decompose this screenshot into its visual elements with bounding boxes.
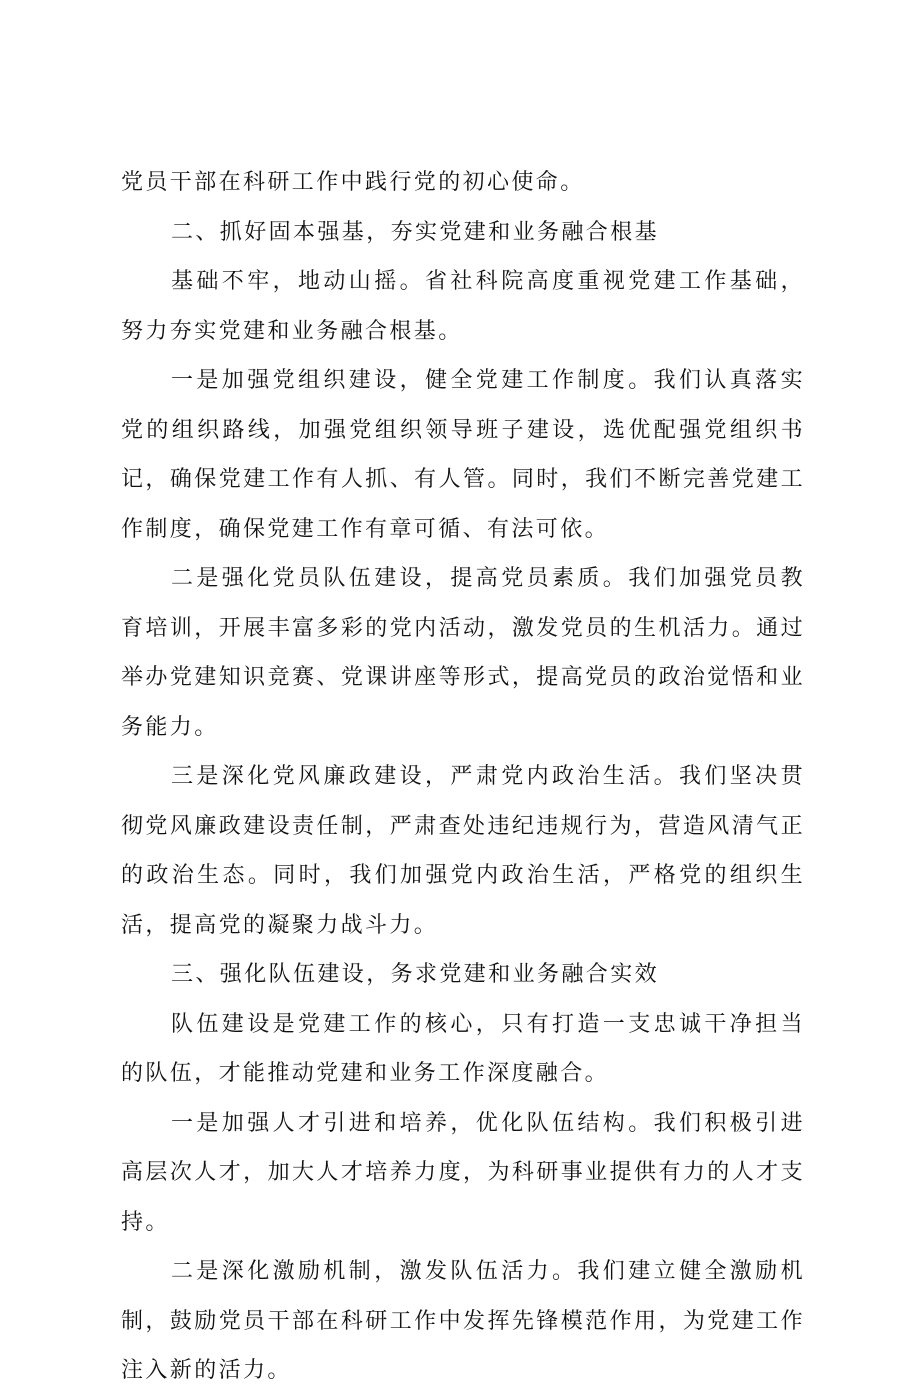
paragraph: 一是加强人才引进和培养，优化队伍结构。我们积极引进高层次人才，加大人才培养力度，为科研事业提供有力的人才支持。 bbox=[121, 1110, 805, 1235]
paragraph: 三是深化党风廉政建设，严肃党内政治生活。我们坚决贯彻党风廉政建设责任制，严肃查处违纪违规行为，营造风清气正的政治生态。同时，我们加强党内政治生活，严格党的组织生活，提高党的凝聚力战斗力。 bbox=[121, 764, 805, 938]
paragraph-continuation: 党员干部在科研工作中践行党的初心使命。 bbox=[121, 170, 585, 195]
document-body bbox=[121, 158, 805, 1396]
paragraph: 一是加强党组织建设，健全党建工作制度。我们认真落实党的组织路线，加强党组织领导班子建设，选优配强党组织书记，确保党建工作有人抓、有人管。同时，我们不断完善党建工作制度，确保党建工作有章可循、有法可依。 bbox=[121, 368, 805, 542]
section-heading-3: 三、强化队伍建设，务求党建和业务融合实效 bbox=[171, 962, 660, 987]
section-heading-2: 二、抓好固本强基，夯实党建和业务融合根基 bbox=[171, 219, 660, 245]
paragraph: 二是深化激励机制，激发队伍活力。我们建立健全激励机制，鼓励党员干部在科研工作中发挥先锋模范作用，为党建工作注入新的活力。 bbox=[121, 1259, 805, 1383]
paragraph: 队伍建设是党建工作的核心，只有打造一支忠诚干净担当的队伍，才能推动党建和业务工作深度融合。 bbox=[121, 1011, 805, 1086]
paragraph: 基础不牢，地动山摇。省社科院高度重视党建工作基础，努力夯实党建和业务融合根基。 bbox=[121, 269, 805, 344]
paragraph: 二是强化党员队伍建设，提高党员素质。我们加强党员教育培训，开展丰富多彩的党内活动，激发党员的生机活力。通过举办党建知识竞赛、党课讲座等形式，提高党员的政治觉悟和业务能力。 bbox=[121, 566, 805, 740]
